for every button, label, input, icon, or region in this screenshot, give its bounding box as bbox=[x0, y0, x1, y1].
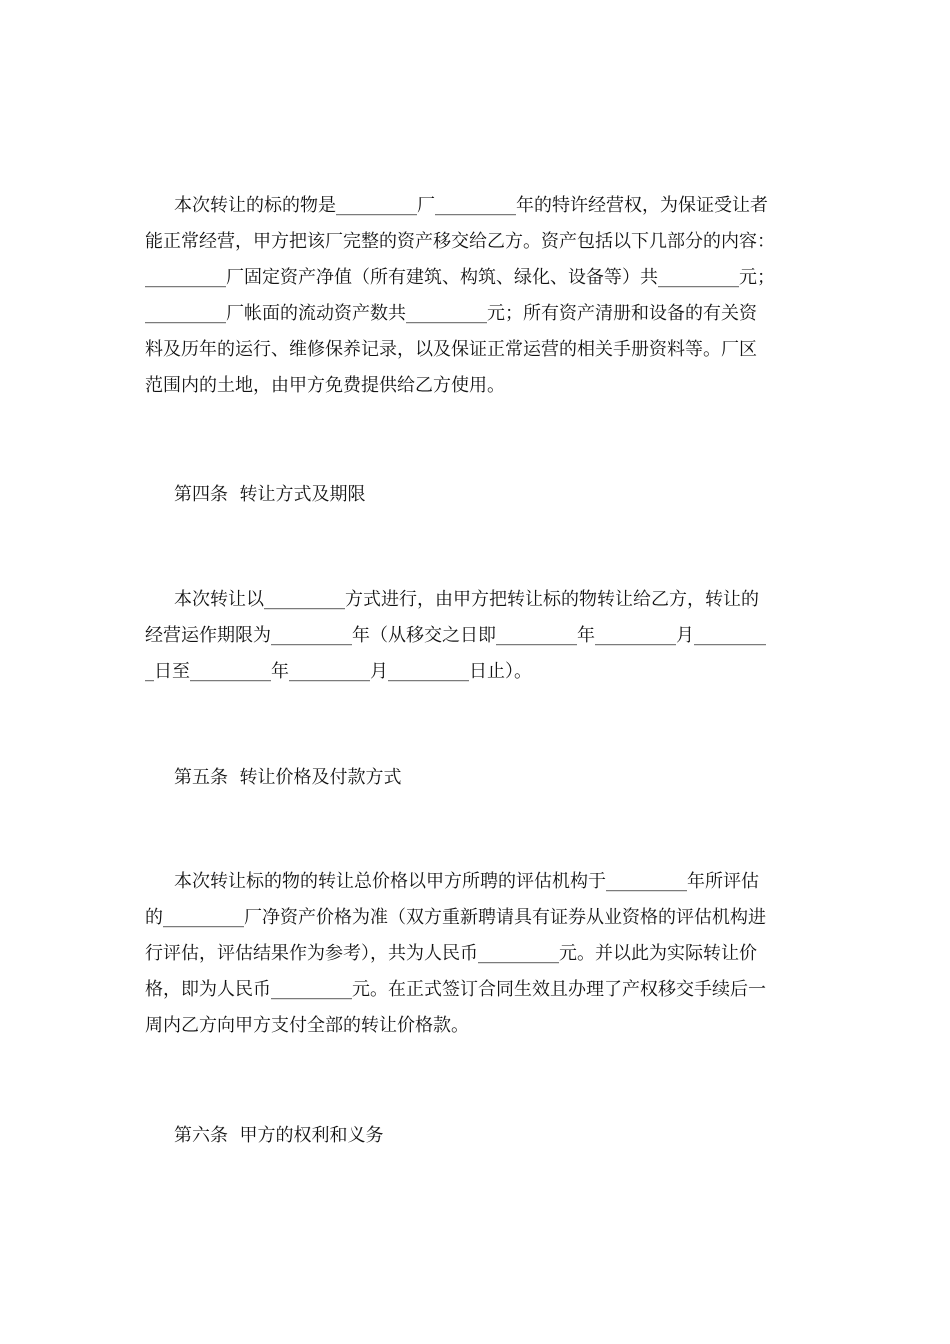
article-6-heading: 第六条 甲方的权利和义务 bbox=[174, 1125, 384, 1146]
paragraph-line: 本次转让标的物的转让总价格以甲方所聘的评估机构于_________年所评估 bbox=[174, 871, 759, 892]
paragraph-line: 的_________厂净资产价格为准（双方重新聘请具有证券从业资格的评估机构进 bbox=[145, 907, 766, 928]
paragraph-line: 范围内的土地，由甲方免费提供给乙方使用。 bbox=[145, 375, 505, 396]
paragraph-line: 本次转让的标的物是_________厂_________年的特许经营权，为保证受让者 bbox=[174, 195, 768, 216]
article-5-heading: 第五条 转让价格及付款方式 bbox=[174, 767, 402, 788]
paragraph-line: _________厂帐面的流动资产数共_________元；所有资产清册和设备的有关资 bbox=[145, 303, 757, 324]
paragraph-line: 周内乙方向甲方支付全部的转让价格款。 bbox=[145, 1015, 469, 1036]
paragraph-line: _日至_________年_________月_________日止）。 bbox=[145, 661, 532, 682]
paragraph-transfer-subject bbox=[145, 188, 810, 404]
paragraph-line: 经营运作期限为_________年（从移交之日即_________年_________月________ bbox=[145, 625, 766, 646]
paragraph-line: 本次转让以_________方式进行，由甲方把转让标的物转让给乙方，转让的 bbox=[174, 589, 759, 610]
paragraph-line: 格，即为人民币_________元。在正式签订合同生效且办理了产权移交手续后一 bbox=[145, 979, 766, 1000]
paragraph-article-5 bbox=[145, 864, 810, 1044]
paragraph-line: 行评估，评估结果作为参考），共为人民币_________元。并以此为实际转让价 bbox=[145, 943, 757, 964]
paragraph-article-4 bbox=[145, 582, 810, 690]
paragraph-line: 能正常经营，甲方把该厂完整的资产移交给乙方。资产包括以下几部分的内容： bbox=[145, 231, 775, 252]
paragraph-line: 料及历年的运行、维修保养记录，以及保证正常运营的相关手册资料等。厂区 bbox=[145, 339, 757, 360]
article-4-heading: 第四条 转让方式及期限 bbox=[174, 484, 366, 505]
paragraph-line: _________厂固定资产净值（所有建筑、构筑、绿化、设备等）共_________元； bbox=[145, 267, 775, 288]
